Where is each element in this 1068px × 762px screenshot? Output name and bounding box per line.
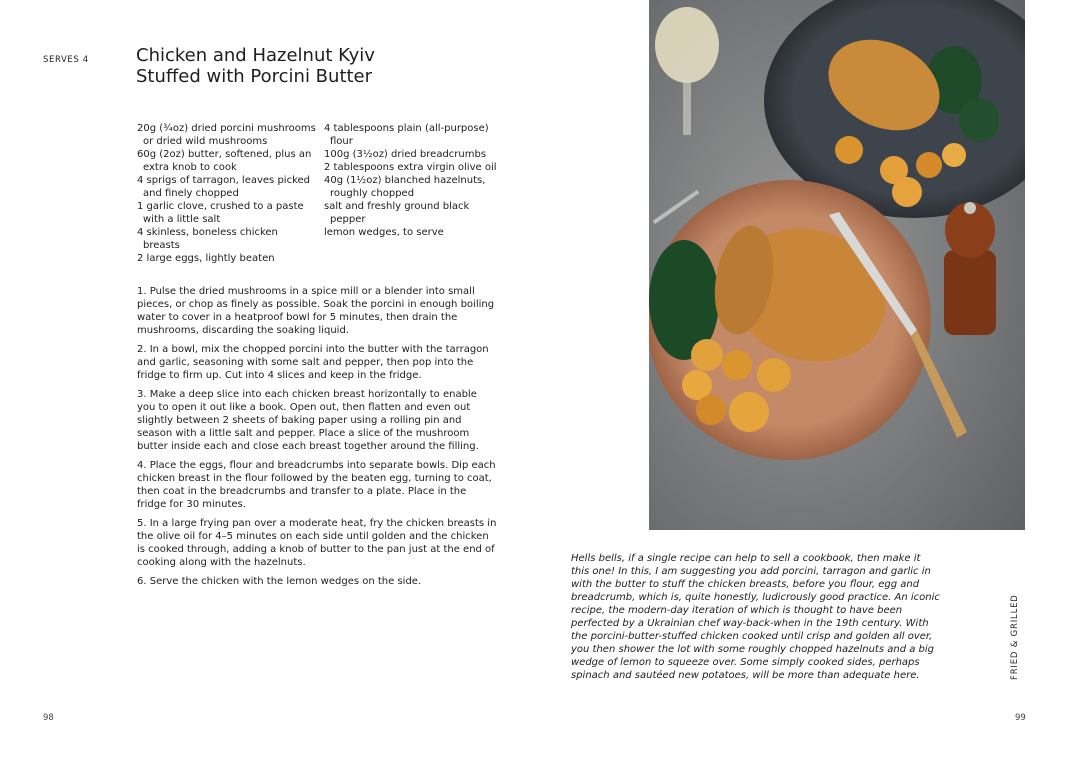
section-label: FRIED & GRILLED (1010, 594, 1020, 680)
method-step: 1. Pulse the dried mushrooms in a spice mill or a blender into small pieces, or chop as finely as possible. Soak the porcini in enough boiling water to cover in a heatproof bowl for 5 minutes, then drain the mushrooms, discarding the soaking liquid. (137, 286, 495, 336)
ingredient-item: 1 garlic clove, crushed to a paste with a little salt (137, 201, 304, 225)
ingredient-item: 20g (¾oz) dried porcini mushrooms or dried wild mushrooms (137, 123, 316, 147)
recipe-title-line-1: Chicken and Hazelnut Kyiv (136, 45, 375, 66)
ingredient-item: 100g (3½oz) dried breadcrumbs (324, 149, 487, 160)
recipe-intro: Hells bells, if a single recipe can help to sell a cookbook, then make it this one! In this, I am suggesting you add porcini, tarragon and garlic in with the butter to stuff the chicken breasts, before you flour, egg and breadcrumb, which is, quite honestly, ludicrously good practice. An iconic recipe, the modern-day iteration of which is thought to have been perfected by a Ukrainian chef way-back-when in the 19th century. With the porcini-butter-stuffed chicken cooked until crisp and golden all over, you then shower the lot with some roughly chopped hazelnuts and a big wedge of lemon to squeeze over. Some simply cooked sides, perhaps spinach and sautéed new potatoes, will be more than adequate here. (571, 553, 940, 681)
food-photo (649, 0, 1025, 530)
ingredient-item: salt and freshly ground black pepper (324, 201, 470, 225)
ingredient-item: 40g (1½oz) blanched hazelnuts, roughly chopped (324, 175, 486, 199)
ingredient-item: 4 tablespoons plain (all-purpose) flour (324, 123, 489, 147)
method-steps (137, 285, 497, 594)
ingredient-item: 2 large eggs, lightly beaten (137, 253, 275, 264)
ingredients-column-2 (324, 122, 504, 239)
food-photo-illustration (649, 0, 1025, 530)
ingredient-item: 4 skinless, boneless chicken breasts (137, 227, 278, 251)
recipe-title (136, 45, 375, 87)
method-step: 2. In a bowl, mix the chopped porcini into the butter with the tarragon and garlic, seasoning with some salt and pepper, then pop into the fridge to firm up. Cut into 4 slices and keep in the fridge. (137, 344, 489, 381)
ingredients-column-1 (137, 122, 319, 265)
ingredient-item: lemon wedges, to serve (324, 227, 444, 238)
page-number-right: 99 (1015, 713, 1026, 723)
ingredient-item: 4 sprigs of tarragon, leaves picked and finely chopped (137, 175, 311, 199)
method-step: 6. Serve the chicken with the lemon wedges on the side. (137, 576, 422, 587)
method-step: 4. Place the eggs, flour and breadcrumbs into separate bowls. Dip each chicken breast in the flour followed by the beaten egg, turning to coat, then coat in the breadcrumbs and transfer to a plate. Place in the fridge for 30 minutes. (137, 460, 496, 510)
serves-label: SERVES 4 (43, 55, 89, 65)
page-number-left: 98 (43, 713, 54, 723)
recipe-title-line-2: Stuffed with Porcini Butter (136, 66, 373, 87)
method-step: 5. In a large frying pan over a moderate heat, fry the chicken breasts in the olive oil for 4–5 minutes on each side until golden and the chicken is cooked through, adding a knob of butter to the pan just at the end of cooking along with the hazelnuts. (137, 518, 497, 568)
right-page (534, 0, 1068, 762)
ingredient-item: 60g (2oz) butter, softened, plus an extra knob to cook (137, 149, 312, 173)
ingredient-item: 2 tablespoons extra virgin olive oil (324, 162, 497, 173)
method-step: 3. Make a deep slice into each chicken breast horizontally to enable you to open it out like a book. Open out, then flatten and even out slightly between 2 sheets of baking paper using a rolling pin and season with a little salt and pepper. Place a slice of the mushroom butter inside each and close each breast together around the filling. (137, 389, 479, 452)
